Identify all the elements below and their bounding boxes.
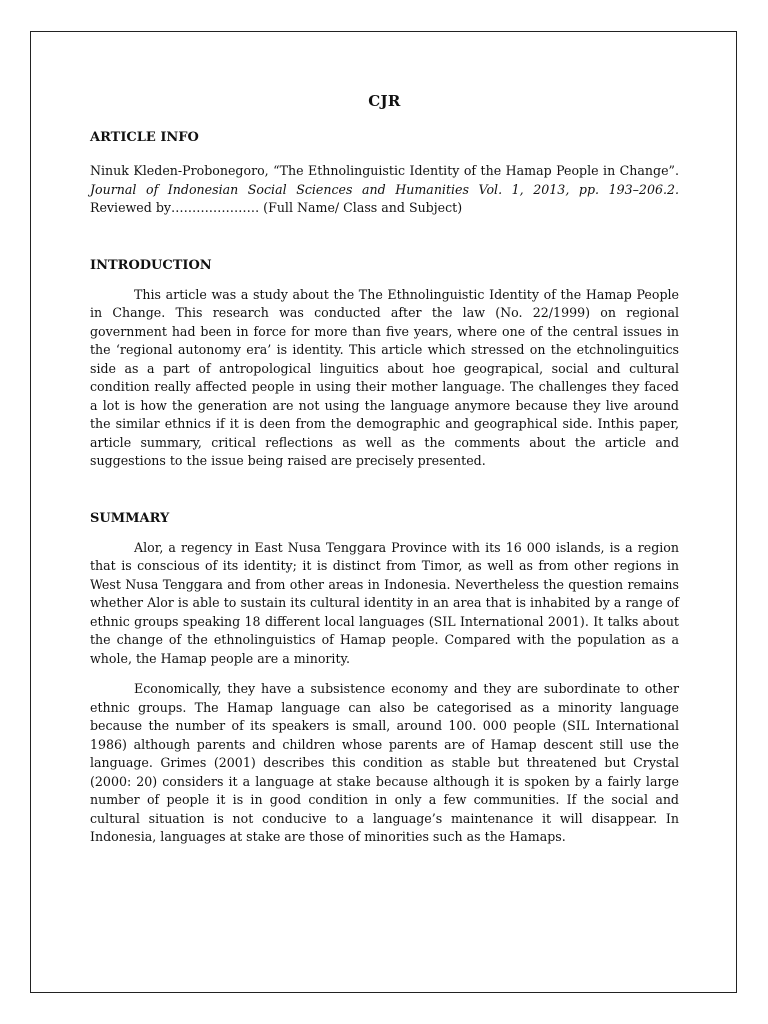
introduction-paragraph: This article was a study about the The Ethnolinguistic Identity of the Hamap People in Change. This research was conducted after the law (No. 22/1999) on regional government had been in force for more than five years, where one of the central issues in the ‘regional autonomy era’ is identity. This article which stressed on the etchnolinguitics side as a part of antropological linguitics about hoe geograpical, social and cultural condition really affected people in using their mother language. The challenges they faced a lot is how the generation are not using the language anymore because they live around the similar ethnics if it is deen from the demographic and geographical side. Inthis paper, article summary, critical reflections as well as the comments about the article and suggestions to the issue being raised are precisely presented. bbox=[90, 286, 679, 468]
document-body bbox=[90, 92, 679, 847]
article-citation bbox=[90, 162, 679, 218]
summary-paragraph-2: Economically, they have a subsistence economy and they are subordinate to other ethnic groups. The Hamap language can also be categorised as a minority language because the number of its speakers is small, around 100. 000 people (SIL International 1986) although parents and children whose parents are of Hamap descent still use the language. Grimes (2001) describes this condition as stable but threatened but Crystal (2000: 20) considers it a language at stake because although it is spoken by a fairly large number of people it is in good condition in only a few communities. If the social and cultural situation is not conducive to a language’s maintenance it will disappear. In Indonesia, languages at stake are those of minorities such as the Hamaps. bbox=[90, 681, 679, 844]
introduction-heading: INTRODUCTION bbox=[90, 257, 212, 273]
citation-journal: Journal of Indonesian Social Sciences and Humanities Vol. 1, 2013, pp. 193–206.2. bbox=[90, 181, 679, 197]
article-info-heading: ARTICLE INFO bbox=[90, 130, 199, 145]
citation-reviewed-by: Reviewed by………………… (Full Name/ Class and Subject) bbox=[90, 200, 463, 215]
citation-author-title: Ninuk Kleden-Probonegoro, “The Ethnolinguistic Identity of the Hamap People in Change”. bbox=[90, 163, 679, 178]
summary-heading: SUMMARY bbox=[90, 510, 170, 526]
document-title: CJR bbox=[368, 92, 401, 110]
summary-paragraph-1: Alor, a regency in East Nusa Tenggara Province with its 16 000 islands, is a region that is conscious of its identity; it is distinct from Timor, as well as from other regions in West Nusa Tenggara and from other areas in Indonesia. Nevertheless the question remains whether Alor is able to sustain its cultural identity in an area that is inhabited by a range of ethnic groups speaking 18 different local languages (SIL International 2001). It talks about the change of the ethnolinguistics of Hamap people. Compared with the population as a whole, the Hamap people are a minority. bbox=[90, 539, 679, 666]
